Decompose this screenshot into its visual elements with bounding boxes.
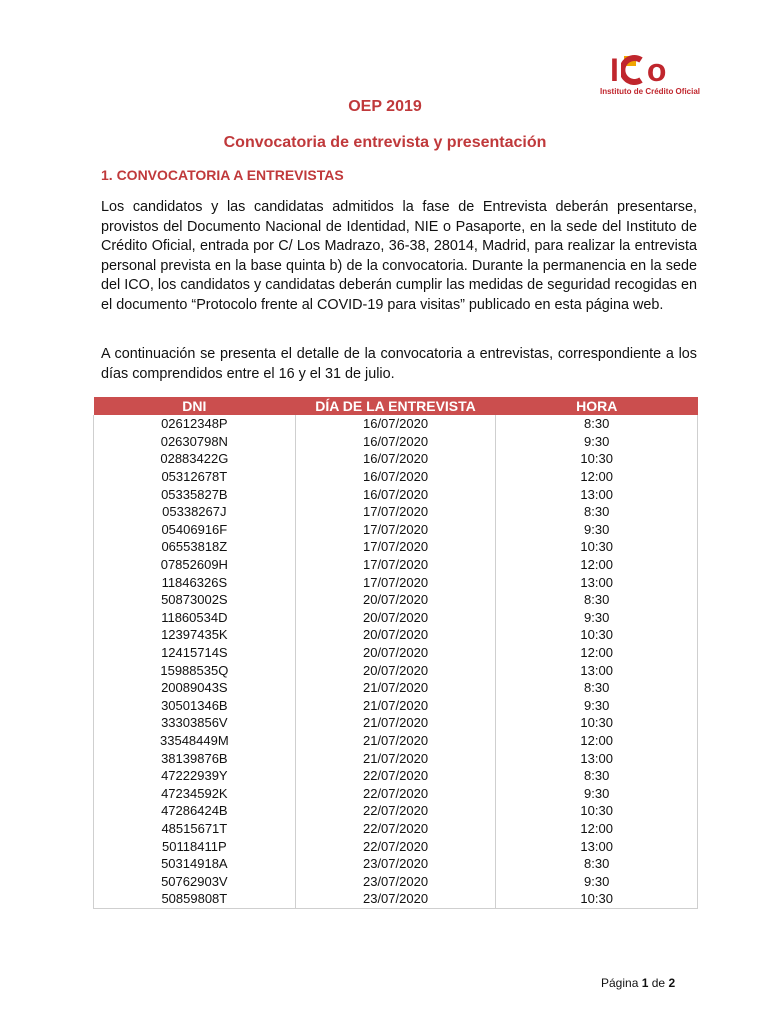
cell-time: 12:00 [496, 732, 698, 750]
table-row [94, 468, 698, 486]
cell-date: 20/07/2020 [295, 644, 496, 662]
cell-time: 8:30 [496, 415, 698, 433]
cell-date: 21/07/2020 [295, 732, 496, 750]
cell-date: 16/07/2020 [295, 485, 496, 503]
table-row [94, 732, 698, 750]
cell-date: 21/07/2020 [295, 714, 496, 732]
cell-time: 10:30 [496, 714, 698, 732]
logo-c-icon [621, 54, 645, 86]
of-word: de [651, 976, 666, 990]
cell-dni: 02630798N [94, 433, 296, 451]
cell-dni: 02883422G [94, 450, 296, 468]
cell-dni: 05312678T [94, 468, 296, 486]
cell-time: 12:00 [496, 556, 698, 574]
cell-dni: 50873002S [94, 591, 296, 609]
table-row [94, 714, 698, 732]
cell-date: 22/07/2020 [295, 784, 496, 802]
cell-dni: 50118411P [94, 837, 296, 855]
cell-date: 20/07/2020 [295, 609, 496, 627]
table-row [94, 697, 698, 715]
table-row [94, 450, 698, 468]
interview-schedule-table [93, 397, 698, 909]
section-heading: 1. CONVOCATORIA A ENTREVISTAS [101, 167, 344, 183]
cell-time: 9:30 [496, 521, 698, 539]
cell-dni: 48515671T [94, 820, 296, 838]
cell-dni: 47234592K [94, 784, 296, 802]
cell-dni: 11846326S [94, 573, 296, 591]
cell-time: 10:30 [496, 802, 698, 820]
table-row [94, 837, 698, 855]
cell-date: 23/07/2020 [295, 890, 496, 908]
table-row [94, 626, 698, 644]
cell-date: 21/07/2020 [295, 697, 496, 715]
cell-time: 8:30 [496, 767, 698, 785]
cell-dni: 47286424B [94, 802, 296, 820]
table-row [94, 890, 698, 908]
page-title: OEP 2019 [348, 98, 422, 115]
cell-time: 12:00 [496, 468, 698, 486]
cell-dni: 50859808T [94, 890, 296, 908]
table-row [94, 556, 698, 574]
table-row [94, 749, 698, 767]
table-row [94, 679, 698, 697]
cell-dni: 12415714S [94, 644, 296, 662]
table-row [94, 644, 698, 662]
cell-time: 9:30 [496, 784, 698, 802]
table-body [94, 415, 698, 908]
cell-time: 10:30 [496, 890, 698, 908]
cell-dni: 50762903V [94, 872, 296, 890]
table-row [94, 784, 698, 802]
detail-paragraph: A continuación se presenta el detalle de la convocatoria a entrevistas, correspondiente a los días comprendidos entre el 16 y el 31 de julio. [101, 346, 697, 382]
table-row [94, 538, 698, 556]
cell-date: 16/07/2020 [295, 468, 496, 486]
cell-date: 22/07/2020 [295, 820, 496, 838]
cell-dni: 05338267J [94, 503, 296, 521]
cell-dni: 15988535Q [94, 661, 296, 679]
cell-time: 9:30 [496, 697, 698, 715]
cell-time: 8:30 [496, 503, 698, 521]
cell-date: 16/07/2020 [295, 433, 496, 451]
cell-time: 13:00 [496, 485, 698, 503]
table-row [94, 503, 698, 521]
cell-dni: 05335827B [94, 485, 296, 503]
page-footer [601, 976, 675, 990]
cell-date: 20/07/2020 [295, 591, 496, 609]
table-row [94, 485, 698, 503]
cell-date: 17/07/2020 [295, 556, 496, 574]
cell-date: 17/07/2020 [295, 521, 496, 539]
cell-time: 13:00 [496, 837, 698, 855]
page-word: Página [601, 976, 639, 990]
cell-dni: 47222939Y [94, 767, 296, 785]
table-row [94, 820, 698, 838]
page-subtitle: Convocatoria de entrevista y presentación [223, 134, 547, 151]
page-total: 2 [668, 976, 676, 990]
page-current: 1 [641, 976, 649, 990]
cell-dni: 12397435K [94, 626, 296, 644]
cell-date: 16/07/2020 [295, 415, 496, 433]
cell-time: 8:30 [496, 855, 698, 873]
cell-dni: 38139876B [94, 749, 296, 767]
logo-subtitle: Instituto de Crédito Oficial [600, 87, 701, 96]
table-row [94, 573, 698, 591]
cell-time: 8:30 [496, 679, 698, 697]
cell-time: 13:00 [496, 661, 698, 679]
column-header-date: DÍA DE LA ENTREVISTA [295, 397, 496, 415]
table-header-row [94, 397, 698, 415]
cell-date: 20/07/2020 [295, 661, 496, 679]
cell-dni: 07852609H [94, 556, 296, 574]
cell-date: 17/07/2020 [295, 538, 496, 556]
cell-date: 22/07/2020 [295, 837, 496, 855]
cell-date: 16/07/2020 [295, 450, 496, 468]
cell-dni: 11860534D [94, 609, 296, 627]
cell-date: 23/07/2020 [295, 855, 496, 873]
cell-date: 17/07/2020 [295, 503, 496, 521]
cell-time: 9:30 [496, 609, 698, 627]
cell-dni: 50314918A [94, 855, 296, 873]
logo-letter-o: o [646, 52, 667, 88]
intro-paragraph: Los candidatos y las candidatas admitidos la fase de Entrevista deberán presentarse, provistos del Documento Nacional de Identidad, NIE o Pasaporte, en la sede del Instituto de Crédito Oficial, entrada por C/ Los Madrazo, 36-38, 28014, Madrid, para realizar la entrevista personal prevista en la base quinta b) de la convocatoria. Durante la permanencia en la sede del ICO, los candidatos y candidatas deberán cumplir las medidas de seguridad recogidas en el documento “Protocolo frente al COVID-19 para visitas” publicado en esta página web. [101, 199, 697, 313]
table-row [94, 855, 698, 873]
table-row [94, 802, 698, 820]
cell-date: 22/07/2020 [295, 802, 496, 820]
cell-time: 13:00 [496, 573, 698, 591]
table-row [94, 415, 698, 433]
cell-dni: 20089043S [94, 679, 296, 697]
table-row [94, 521, 698, 539]
logo-letters [610, 52, 666, 88]
table-row [94, 872, 698, 890]
column-header-time: HORA [496, 397, 698, 415]
cell-time: 9:30 [496, 872, 698, 890]
cell-dni: 33303856V [94, 714, 296, 732]
cell-dni: 05406916F [94, 521, 296, 539]
table-row [94, 591, 698, 609]
table-row [94, 609, 698, 627]
ico-logo [596, 50, 706, 102]
cell-dni: 30501346B [94, 697, 296, 715]
cell-time: 8:30 [496, 591, 698, 609]
cell-time: 10:30 [496, 450, 698, 468]
cell-time: 12:00 [496, 644, 698, 662]
table-row [94, 661, 698, 679]
cell-dni: 02612348P [94, 415, 296, 433]
cell-time: 13:00 [496, 749, 698, 767]
cell-date: 22/07/2020 [295, 767, 496, 785]
cell-date: 20/07/2020 [295, 626, 496, 644]
cell-time: 10:30 [496, 538, 698, 556]
cell-date: 23/07/2020 [295, 872, 496, 890]
cell-dni: 33548449M [94, 732, 296, 750]
cell-time: 9:30 [496, 433, 698, 451]
column-header-dni: DNI [94, 397, 296, 415]
logo-letter-i: I [610, 52, 619, 88]
cell-date: 21/07/2020 [295, 679, 496, 697]
cell-time: 12:00 [496, 820, 698, 838]
cell-date: 17/07/2020 [295, 573, 496, 591]
table-row [94, 767, 698, 785]
cell-date: 21/07/2020 [295, 749, 496, 767]
cell-time: 10:30 [496, 626, 698, 644]
cell-dni: 06553818Z [94, 538, 296, 556]
table-row [94, 433, 698, 451]
